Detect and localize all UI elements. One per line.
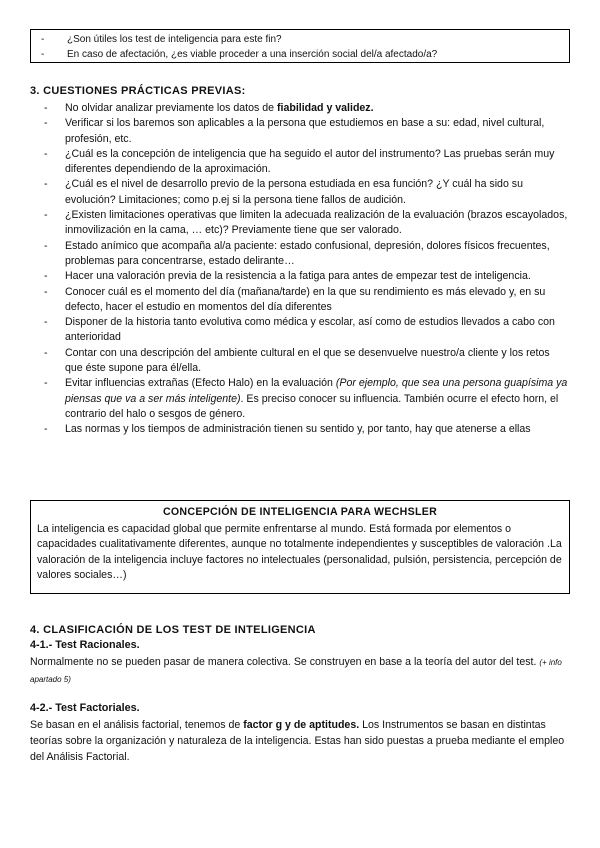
list-item: - Evitar influencias extrañas (Efecto Halo) en la evaluación (Por ejemplo, que sea una persona guapísima ya piensas que va a ser más inteligente). Es preciso conocer su influencia. También ocurre el efecto horn, el contrario del halo o sesgos de género.: [40, 376, 570, 422]
section-3-title: 3. CUESTIONES PRÁCTICAS PREVIAS:: [30, 85, 246, 97]
subsection-4-1-title: 4-1.- Test Racionales.: [30, 639, 140, 651]
list-item: - Verificar si los baremos son aplicables a la persona que estudiemos en base a su: edad, nivel cultural, profesión, etc.: [40, 116, 570, 147]
question-item: - En caso de afectación, ¿es viable proceder a una inserción social del/a afectado/a?: [41, 47, 559, 62]
section-4-title: 4. CLASIFICACIÓN DE LOS TEST DE INTELIGENCIA: [30, 624, 316, 636]
list-item: - ¿Cuál es la concepción de inteligencia que ha seguido el autor del instrumento? Las pruebas serán muy diferentes dependiendo de la aproximación.: [40, 147, 570, 178]
list-item: - Hacer una valoración previa de la resistencia a la fatiga para antes de empezar test de inteligencia.: [40, 269, 570, 284]
list-item: - Contar con una descripción del ambiente cultural en el que se desenvuelve nuestro/a cliente y los retos que éste supone para él/ella.: [40, 346, 570, 377]
practical-questions-list: [40, 101, 570, 438]
info-note: (+ info apartado 5): [30, 658, 562, 684]
list-item: - ¿Cuál es el nivel de desarrollo previo de la persona estudiada en esa función? ¿Y cuál ha sido su evolución? Limitaciones; como p.ej si la persona tiene fallos de audición.: [40, 177, 570, 208]
list-item: - No olvidar analizar previamente los datos de fiabilidad y validez.: [40, 101, 570, 116]
list-item: - ¿Existen limitaciones operativas que limiten la adecuada realización de la evaluación (brazos escayolados, inmovilización en la cama, … etc)? Previamente tiene que ser valorado.: [40, 208, 570, 239]
question-item: - ¿Son útiles los test de inteligencia para este fin?: [41, 32, 559, 47]
wechsler-definition-box: [30, 500, 570, 594]
subsection-4-2-text: Se basan en el análisis factorial, tenemos de factor g y de aptitudes. Los Instrumentos se basan en distintas teorías sobre la organización y naturaleza de la inteligencia. Estas han sido puestas a prueba mediante el empleo del Análisis Factorial.: [30, 719, 565, 763]
list-item: - Estado anímico que acompaña al/a paciente: estado confusional, depresión, dolores físicos frecuentes, problemas para concentrarse, estado delirante…: [40, 239, 570, 270]
subsection-4-1-text: Normalmente no se pueden pasar de manera colectiva. Se construyen en base a la teoría del autor del test. (+ info apartado 5): [30, 656, 562, 684]
wechsler-box-body: La inteligencia es capacidad global que permite enfrentarse al mundo. Está formada por elementos o capacidades cualitativamente diferentes, aunque no totalmente independientes y susceptibles de valoración .La valoración de la inteligencia incluye factores no intelectuales (personalidad, pulsión, persistencia, percepción de valores sociales…): [37, 522, 562, 581]
questions-box: [30, 29, 570, 63]
subsection-4-2-title: 4-2.- Test Factoriales.: [30, 702, 140, 714]
list-item: - Las normas y los tiempos de administración tienen su sentido y, por tanto, hay que atenerse a ellas: [40, 422, 570, 437]
wechsler-box-title: CONCEPCIÓN DE INTELIGENCIA PARA WECHSLER: [162, 506, 438, 518]
list-item: - Disponer de la historia tanto evolutiva como médica y escolar, así como de estudios llevados a cabo con anterioridad: [40, 315, 570, 346]
list-item: - Conocer cuál es el momento del día (mañana/tarde) en la que su rendimiento es más elevado y, en su defecto, hacer el estudio en momentos del día diferentes: [40, 285, 570, 316]
